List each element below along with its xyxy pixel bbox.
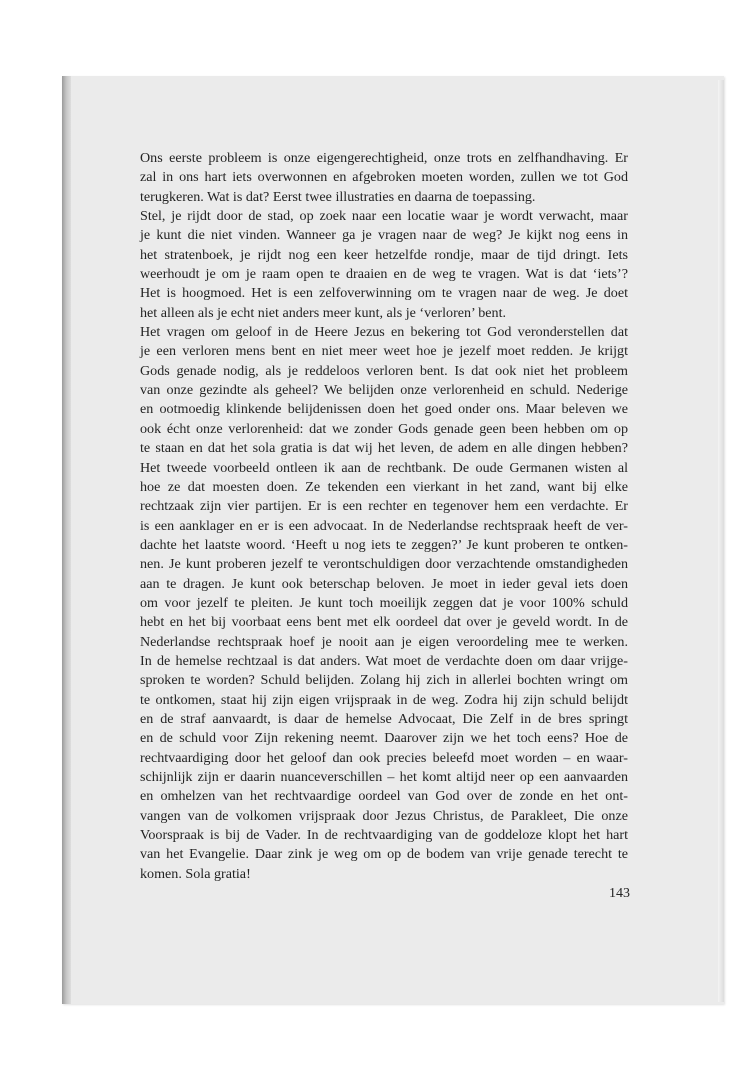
text-line: schijnlijk zijn er daarin nuanceverschillen – het komt altijd neer op een aanvaarden	[140, 769, 628, 785]
text-line: rechtvaardiging door het geloof dan ook precies beleefd moet worden – en waar-	[140, 749, 628, 766]
text-line: het stratenboek, je rijdt nog een keer hetzelfde rondje, maar de tijd dringt. Iets	[140, 246, 628, 263]
text-line: vangen van de volkomen vrijspraak door Jezus Christus, de Parakleet, Die onze	[140, 807, 628, 824]
book-spine-shadow	[62, 76, 71, 1004]
text-line: van het Evangelie. Daar zink je weg om op de bodem van vrije genade terecht te	[140, 846, 628, 863]
body-text	[140, 149, 628, 884]
text-line: om voor jezelf te pleiten. Je kunt toch moeilijk zeggen dat je voor 100% schuld	[140, 594, 628, 611]
text-line: Het vragen om geloof in de Heere Jezus en bekering tot God veronderstellen dat	[140, 324, 628, 341]
text-line: te ontkomen, staat hij zijn eigen vrijspraak in de weg. Zodra hij zijn schuld belijdt	[140, 691, 628, 708]
text-line: aan te dragen. Je kunt ook beterschap beloven. Je moet in ieder geval iets doen	[140, 575, 628, 592]
text-line: is een aanklager en er is een advocaat. In de Nederlandse rechtspraak heeft de ver-	[140, 517, 628, 534]
text-line: en ootmoedig klinkende belijdenissen doen het goed onder ons. Maar beleven we	[140, 401, 628, 418]
text-line: dachte het laatste woord. ‘Heeft u nog iets te zeggen?’ Je kunt proberen te ontken-	[140, 536, 628, 553]
text-line: hoe ze dat moesten doen. Ze tekenden een vierkant in het zand, want bij elke	[140, 478, 628, 495]
text-line: Het is hoogmoed. Het is een zelfoverwinning om te vragen naar de weg. Je doet	[140, 285, 628, 302]
text-line: komen. Sola gratia!	[140, 865, 251, 882]
page-edge	[718, 80, 724, 1002]
text-line: sproken te worden? Schuld belijden. Zolang hij zich in allerlei bochten wringt om	[140, 672, 628, 689]
text-line: Ons eerste probleem is onze eigengerechtigheid, onze trots en zelfhandhaving. Er	[140, 150, 628, 166]
text-line: Voorspraak is bij de Vader. In de rechtvaardiging van de goddeloze klopt het hart	[140, 827, 628, 844]
text-line: zal in ons hart iets overwonnen en afgebroken moeten worden, zullen we tot God	[140, 169, 628, 186]
text-line: Gods genade nodig, als je reddeloos verloren bent. Is dat ook niet het probleem	[140, 362, 628, 379]
text-line: je kunt die niet vinden. Wanneer ga je vragen naar de weg? Je kijkt nog eens in	[140, 227, 628, 244]
text-line: het alleen als je echt niet anders meer kunt, als je ‘verloren’ bent.	[140, 304, 507, 321]
text-line: te staan en dat het sola gratia is dat wij het leven, de adem en alle dingen hebben?	[140, 440, 628, 457]
text-line: je een verloren mens bent en niet meer weet hoe je jezelf moet redden. Je krijgt	[140, 343, 628, 360]
text-line: Stel, je rijdt door de stad, op zoek naar een locatie waar je wordt verwacht, maar	[140, 208, 628, 225]
text-line: In de hemelse rechtzaal is dat anders. Wat moet de verdachte doen om daar vrijge-	[140, 652, 628, 669]
text-line: weerhoudt je om je raam open te draaien en de weg te vragen. Wat is dat ‘iets’?	[140, 266, 628, 283]
text-line: hebt en het bij voorbaat eens bent met elk oordeel dat over je geveld wordt. In de	[140, 614, 628, 631]
text-line: Het tweede voorbeeld ontleen ik aan de rechtbank. De oude Germanen wisten al	[140, 459, 628, 476]
text-line: nen. Je kunt proberen jezelf te verontschuldigen door verzachtende omstandigheden	[140, 556, 628, 573]
text-line: terugkeren. Wat is dat? Eerst twee illustraties en daarna de toepassing.	[140, 188, 536, 205]
text-line: Nederlandse rechtspraak hoef je nooit aan je eigen veroordeling mee te werken.	[140, 633, 628, 650]
text-line: ook écht onze verlorenheid: dat we zonder Gods genade geen been hebben om op	[140, 420, 628, 437]
text-line: en de straf aanvaardt, is daar de hemelse Advocaat, Die Zelf in de bres springt	[140, 710, 628, 727]
text-line: van onze gezindte als geheel? We belijden onze verlorenheid en schuld. Nederige	[140, 382, 628, 399]
text-line: en omhelzen van het rechtvaardige oordeel van God over de zonde en het ont-	[140, 788, 628, 805]
text-line: en de schuld voor Zijn rekening neemt. Daarover zijn we het toch eens? Hoe de	[140, 730, 628, 747]
page-number: 143	[609, 886, 630, 901]
text-line: rechtzaak zijn vier partijen. Er is een rechter en tegenover hem een verdachte. Er	[140, 498, 628, 515]
